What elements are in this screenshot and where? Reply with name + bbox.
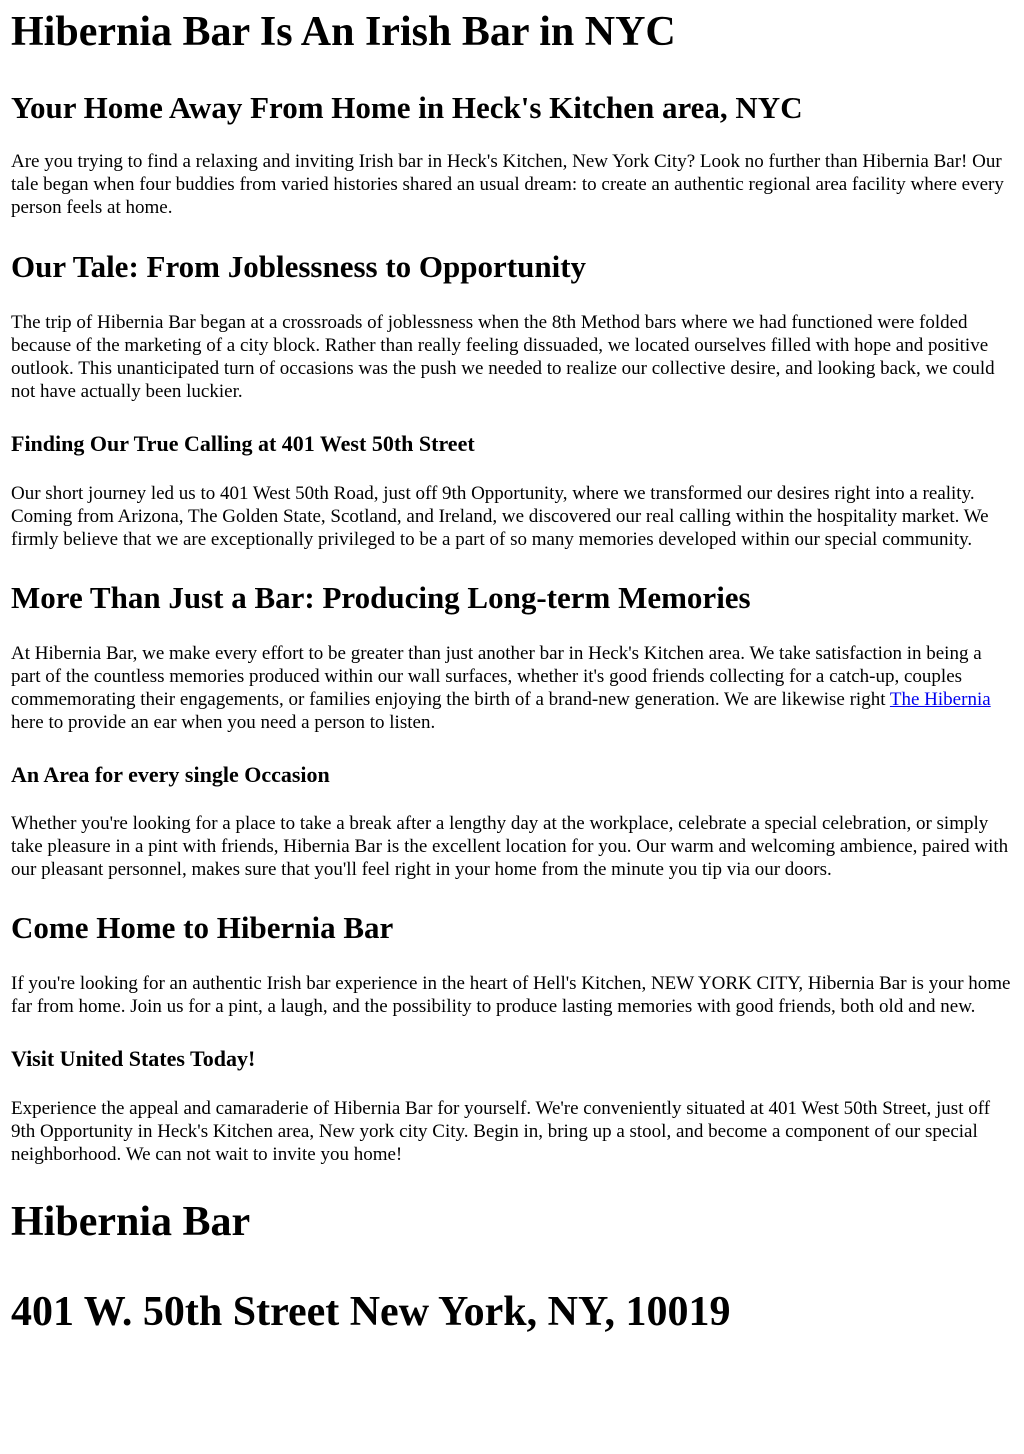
- section-heading-come-home: Come Home to Hibernia Bar: [11, 910, 394, 945]
- section-body-text: At Hibernia Bar, we make every effort to be greater than just another bar in Heck's Kitchen area. We take satisfaction in being a part of the countless memories produced within our wall surfaces, whether it's good friends collecting for a catch-up, couples commemorating their engagements, or families enjoying the birth of a brand-new generation. We are likewise right: [11, 643, 982, 710]
- footer-address: 401 W. 50th Street New York, NY, 10019: [11, 1289, 731, 1335]
- section-heading-our-tale: Our Tale: From Joblessness to Opportunity: [11, 249, 587, 284]
- section-heading-more-than-bar: More Than Just a Bar: Producing Long-term Memories: [11, 580, 751, 615]
- section-heading-true-calling: Finding Our True Calling at 401 West 50th Street: [11, 431, 475, 456]
- section-body-visit-us: Experience the appeal and camaraderie of Hibernia Bar for yourself. We're conveniently situated at 401 West 50th Street, just off 9th Opportunity in Heck's Kitchen area, New york city City. Begin in, bring up a stool, and become a component of our special neighborhood. We can not wait to invite you home!: [11, 1098, 991, 1165]
- the-hibernia-link[interactable]: The Hibernia: [889, 689, 991, 710]
- section-heading-visit-us: Visit United States Today!: [11, 1046, 256, 1071]
- page-title: Hibernia Bar Is An Irish Bar in NYC: [11, 9, 676, 55]
- section-body-text: here to provide an ear when you need a person to listen.: [11, 712, 436, 733]
- section-heading-every-occasion: An Area for every single Occasion: [11, 762, 330, 787]
- section-body-every-occasion: Whether you're looking for a place to take a break after a lengthy day at the workplace, celebrate a special celebration, or simply take pleasure in a pint with friends, Hibernia Bar is the excellent location for you. Our warm and welcoming ambience, paired with our pleasant personnel, makes sure that you'll feel right in your home from the minute you tip via our doors.: [11, 813, 1009, 880]
- section-body-more-than-bar: [11, 642, 1014, 734]
- article: [0, 8, 1024, 1336]
- section-body-come-home: If you're looking for an authentic Irish bar experience in the heart of Hell's Kitchen, NEW YORK CITY, Hibernia Bar is your home far from home. Join us for a pint, a laugh, and the possibility to produce lasting memories with good friends, both old and new.: [11, 973, 1011, 1017]
- section-body-our-tale: The trip of Hibernia Bar began at a crossroads of joblessness when the 8th Method bars where we had functioned were folded because of the marketing of a city block. Rather than really feeling dissuaded, we located ourselves filled with hope and positive outlook. This unanticipated turn of occasions was the push we needed to realize our collective desire, and looking back, we could not have actually been luckier.: [11, 312, 995, 402]
- section-body-true-calling: Our short journey led us to 401 West 50th Road, just off 9th Opportunity, where we transformed our desires right into a reality. Coming from Arizona, The Golden State, Scotland, and Ireland, we discovered our real calling within the hospitality market. We firmly believe that we are exceptionally privileged to be a part of so many memories developed within our special community.: [11, 483, 989, 550]
- footer-business-name: Hibernia Bar: [11, 1199, 251, 1245]
- section-heading-home-away: Your Home Away From Home in Heck's Kitchen area, NYC: [11, 90, 803, 125]
- section-body-home-away: Are you trying to find a relaxing and inviting Irish bar in Heck's Kitchen, New York City? Look no further than Hibernia Bar! Our tale began when four buddies from varied histories shared an usual dream: to create an authentic regional area facility where every person feels at home.: [11, 151, 1004, 218]
